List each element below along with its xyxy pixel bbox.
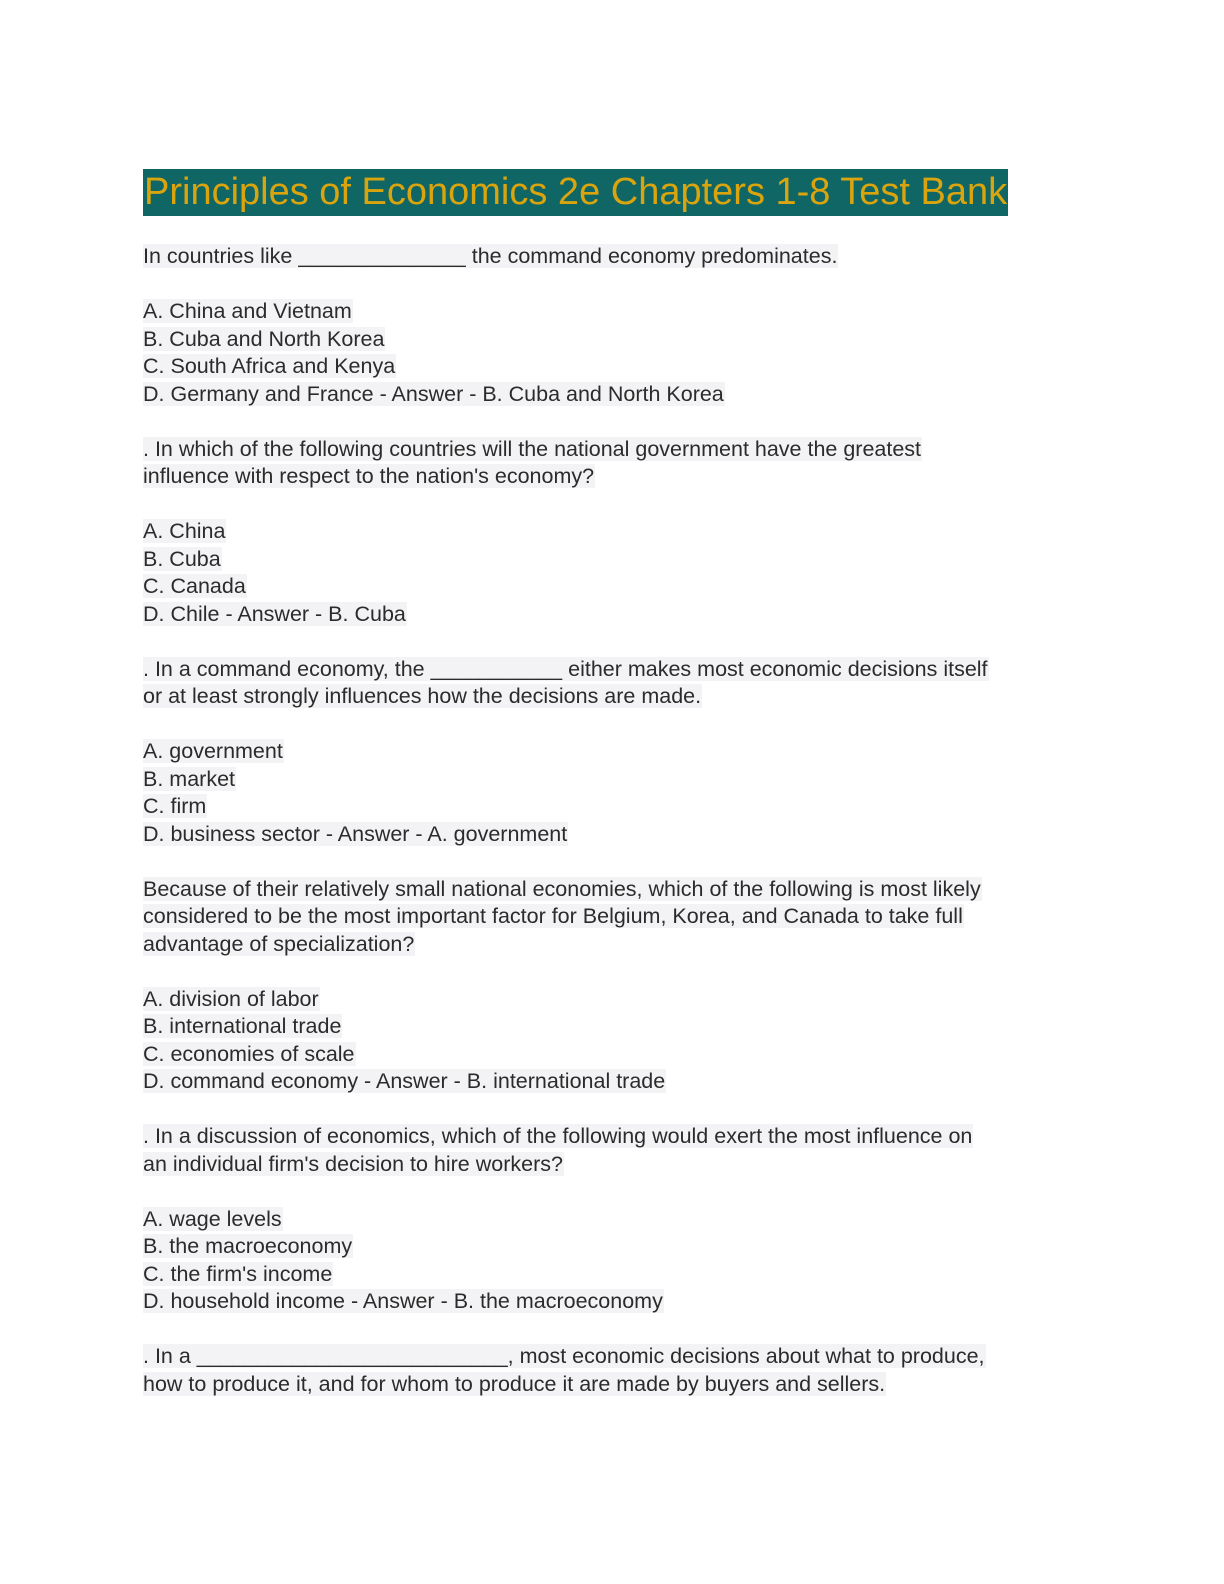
answer-options [143, 518, 1078, 628]
answer-option: C. Canada [143, 574, 246, 598]
question-stem [143, 1343, 1078, 1398]
question-text: . In a discussion of economics, which of the following would exert the most influence on [143, 1124, 973, 1148]
answer-option: C. South Africa and Kenya [143, 354, 396, 378]
question-stem [143, 876, 1078, 959]
answer-options [143, 738, 1078, 848]
answer-option: A. government [143, 739, 283, 763]
answer-option: C. firm [143, 794, 207, 818]
question-text: Because of their relatively small national economies, which of the following is most likely [143, 876, 981, 901]
answer-option: B. Cuba and North Korea [143, 326, 385, 351]
answer-option: D. command economy - Answer - B. international trade [143, 1069, 666, 1093]
document-title: Principles of Economics 2e Chapters 1-8 Test Bank [143, 169, 1008, 216]
question-stem [143, 243, 1078, 271]
answer-option: D. Chile - Answer - B. Cuba [143, 601, 406, 626]
answer-option: D. household income - Answer - B. the macroeconomy [143, 1289, 663, 1313]
question-stem [143, 436, 1078, 491]
answer-option: B. international trade [143, 1014, 342, 1038]
answer-option: A. China [143, 519, 226, 543]
question-text: an individual firm's decision to hire workers? [143, 1151, 563, 1176]
answer-option: A. wage levels [143, 1206, 282, 1231]
answer-option: B. the macroeconomy [143, 1234, 353, 1258]
answer-option: B. Cuba [143, 546, 221, 571]
question-stem [143, 1123, 1078, 1178]
answer-option: C. the firm's income [143, 1261, 333, 1286]
question-text: advantage of specialization? [143, 931, 415, 956]
question-text: In countries like ______________ the command economy predominates. [143, 244, 838, 268]
question-text: considered to be the most important factor for Belgium, Korea, and Canada to take full [143, 904, 963, 928]
question-text: . In a command economy, the ___________ either makes most economic decisions itself [143, 656, 988, 681]
question-stem [143, 656, 1078, 711]
answer-option: A. division of labor [143, 986, 319, 1011]
answer-option: A. China and Vietnam [143, 299, 352, 323]
question-list [143, 243, 1078, 1426]
answer-option: D. Germany and France - Answer - B. Cuba and North Korea [143, 381, 724, 406]
answer-options [143, 298, 1078, 408]
answer-option: C. economies of scale [143, 1041, 355, 1066]
answer-option: B. market [143, 766, 235, 791]
question-text: . In a __________________________, most economic decisions about what to produce, [143, 1344, 985, 1368]
answer-options [143, 1206, 1078, 1316]
question-text: influence with respect to the nation's economy? [143, 464, 595, 488]
question-text: how to produce it, and for whom to produce it are made by buyers and sellers. [143, 1371, 886, 1396]
question-text: . In which of the following countries will the national government have the greatest [143, 436, 922, 461]
question-text: or at least strongly influences how the decisions are made. [143, 684, 702, 708]
title-banner [143, 169, 1008, 216]
answer-option: D. business sector - Answer - A. government [143, 821, 568, 846]
answer-options [143, 986, 1078, 1096]
